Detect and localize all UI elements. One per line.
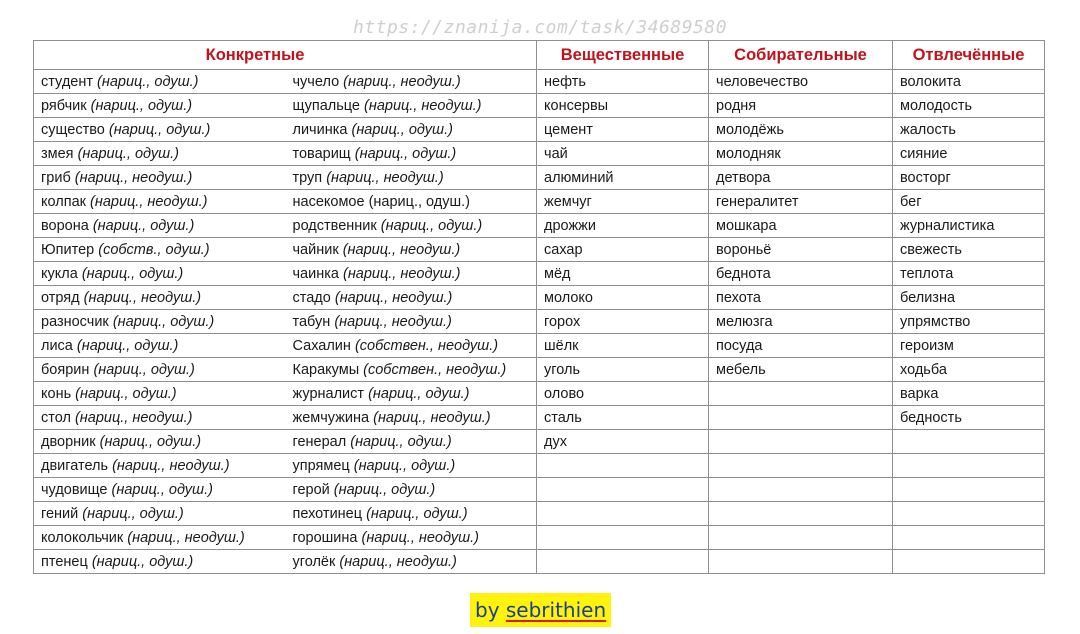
abstract-cell bbox=[893, 478, 1045, 502]
noun-note: (нариц., одуш.) bbox=[93, 361, 195, 378]
noun-note: (нариц., одуш.) bbox=[77, 145, 180, 162]
noun-note: (нариц., одуш.) bbox=[82, 505, 184, 522]
material-cell: олово bbox=[537, 382, 709, 406]
table-body bbox=[34, 70, 1045, 574]
abstract-cell bbox=[893, 454, 1045, 478]
noun-word: чудовище bbox=[41, 481, 108, 498]
concrete-cell-left bbox=[34, 454, 286, 478]
concrete-cell-right bbox=[286, 550, 537, 574]
material-cell: жемчуг bbox=[537, 190, 709, 214]
concrete-cell-left bbox=[34, 190, 286, 214]
noun-word: труп bbox=[292, 169, 323, 186]
table-row bbox=[34, 118, 1045, 142]
concrete-cell-left bbox=[34, 502, 286, 526]
table-row bbox=[34, 166, 1045, 190]
collective-cell: генералитет bbox=[709, 190, 893, 214]
concrete-cell-right bbox=[286, 118, 537, 142]
noun-note: (нариц., неодуш.) bbox=[364, 97, 482, 114]
material-cell: дрожжи bbox=[537, 214, 709, 238]
concrete-cell-right bbox=[286, 358, 537, 382]
concrete-cell-right bbox=[286, 478, 537, 502]
collective-cell: посуда bbox=[709, 334, 893, 358]
noun-word: стадо bbox=[292, 289, 331, 306]
noun-note: (собствен., неодуш.) bbox=[363, 361, 507, 378]
table-row bbox=[34, 214, 1045, 238]
noun-note: (нариц., неодуш.) bbox=[342, 265, 461, 282]
collective-cell bbox=[709, 478, 893, 502]
collective-cell: молодняк bbox=[709, 142, 893, 166]
noun-classification-table bbox=[33, 40, 1045, 574]
header-concrete: Конкретные bbox=[34, 41, 537, 70]
concrete-cell-left bbox=[34, 382, 286, 406]
header-abstract: Отвлечённые bbox=[893, 41, 1045, 70]
concrete-cell-left bbox=[34, 118, 286, 142]
collective-cell bbox=[709, 526, 893, 550]
table-row bbox=[34, 478, 1045, 502]
noun-word: чайник bbox=[292, 241, 339, 258]
collective-cell bbox=[709, 382, 893, 406]
table-row bbox=[34, 262, 1045, 286]
noun-word: Юпитер bbox=[41, 241, 95, 258]
noun-note: (нариц., одуш.) bbox=[108, 121, 211, 138]
noun-note: (нариц., одуш.) bbox=[112, 313, 215, 330]
noun-word: генерал bbox=[292, 433, 347, 450]
noun-note: (нариц., одуш.) bbox=[75, 385, 177, 402]
material-cell: молоко bbox=[537, 286, 709, 310]
noun-note: (нариц., неодуш.) bbox=[361, 529, 479, 546]
material-cell: цемент bbox=[537, 118, 709, 142]
abstract-cell: волокита bbox=[893, 70, 1045, 94]
noun-word: отряд bbox=[41, 289, 80, 306]
concrete-cell-right bbox=[286, 382, 537, 406]
noun-word: Сахалин bbox=[292, 337, 351, 354]
material-cell: консервы bbox=[537, 94, 709, 118]
noun-note: (нариц., неодуш.) bbox=[373, 409, 491, 426]
material-cell: горох bbox=[537, 310, 709, 334]
concrete-cell-left bbox=[34, 94, 286, 118]
noun-note: (нариц., одуш.) bbox=[92, 217, 195, 234]
noun-word: родственник bbox=[292, 217, 377, 234]
noun-word: щупальце bbox=[292, 97, 360, 114]
table-row bbox=[34, 406, 1045, 430]
noun-note: (собств., одуш.) bbox=[98, 241, 210, 258]
concrete-cell-right bbox=[286, 502, 537, 526]
concrete-cell-left bbox=[34, 430, 286, 454]
abstract-cell bbox=[893, 502, 1045, 526]
collective-cell bbox=[709, 550, 893, 574]
noun-word: дворник bbox=[41, 433, 96, 450]
concrete-cell-left bbox=[34, 406, 286, 430]
noun-note: (нариц., неодуш.) bbox=[112, 457, 230, 474]
concrete-cell-left bbox=[34, 526, 286, 550]
header-collective: Собирательные bbox=[709, 41, 893, 70]
noun-word: Каракумы bbox=[292, 361, 360, 378]
abstract-cell: бедность bbox=[893, 406, 1045, 430]
abstract-cell: жалость bbox=[893, 118, 1045, 142]
abstract-cell: упрямство bbox=[893, 310, 1045, 334]
concrete-cell-right bbox=[286, 430, 537, 454]
collective-cell: мебель bbox=[709, 358, 893, 382]
noun-note: (нариц., неодуш.) bbox=[334, 313, 452, 330]
abstract-cell: белизна bbox=[893, 286, 1045, 310]
noun-note: (нариц., неодуш.) bbox=[74, 409, 193, 426]
concrete-cell-right bbox=[286, 334, 537, 358]
collective-cell: детвора bbox=[709, 166, 893, 190]
noun-word: чучело bbox=[292, 73, 340, 90]
noun-note: (собствен., неодуш.) bbox=[354, 337, 499, 354]
concrete-cell-right bbox=[286, 94, 537, 118]
material-cell bbox=[537, 550, 709, 574]
noun-note: (нариц., неодуш.) bbox=[343, 73, 461, 90]
concrete-cell-left bbox=[34, 310, 286, 334]
material-cell: уголь bbox=[537, 358, 709, 382]
noun-word: ворона bbox=[41, 217, 89, 234]
noun-note: (нариц., одуш.) bbox=[350, 433, 452, 450]
concrete-cell-left bbox=[34, 478, 286, 502]
material-cell: сахар bbox=[537, 238, 709, 262]
table-row bbox=[34, 526, 1045, 550]
collective-cell bbox=[709, 430, 893, 454]
noun-word: жемчужина bbox=[292, 409, 370, 426]
noun-note: (нариц., неодуш.) bbox=[334, 289, 453, 306]
abstract-cell: бег bbox=[893, 190, 1045, 214]
table-row bbox=[34, 142, 1045, 166]
noun-word: уголёк bbox=[292, 553, 336, 570]
noun-word: разносчик bbox=[41, 313, 109, 330]
material-cell: шёлк bbox=[537, 334, 709, 358]
concrete-cell-left bbox=[34, 262, 286, 286]
signature-name: sebrithien bbox=[505, 598, 607, 622]
table-row bbox=[34, 286, 1045, 310]
collective-cell bbox=[709, 454, 893, 478]
noun-note: (нариц., одуш.) bbox=[81, 265, 184, 282]
table-row bbox=[34, 550, 1045, 574]
collective-cell: человечество bbox=[709, 70, 893, 94]
material-cell: алюминий bbox=[537, 166, 709, 190]
table-row bbox=[34, 358, 1045, 382]
table-row bbox=[34, 382, 1045, 406]
author-signature bbox=[470, 593, 611, 627]
noun-word: пехотинец bbox=[292, 505, 363, 522]
concrete-cell-right bbox=[286, 262, 537, 286]
noun-note: (нариц., одуш.) bbox=[354, 145, 457, 162]
header-row bbox=[34, 41, 1045, 70]
concrete-cell-right bbox=[286, 286, 537, 310]
noun-note: (нариц., одуш.) bbox=[366, 505, 468, 522]
noun-word: табун bbox=[292, 313, 331, 330]
abstract-cell: ходьба bbox=[893, 358, 1045, 382]
noun-word: кукла bbox=[41, 265, 78, 282]
table-row bbox=[34, 454, 1045, 478]
noun-note: (нариц., одуш.) bbox=[90, 97, 193, 114]
collective-cell: молодёжь bbox=[709, 118, 893, 142]
noun-word: насекомое (нариц., одуш.) bbox=[292, 193, 470, 210]
noun-word: рябчик bbox=[41, 97, 87, 114]
noun-note: (нариц., одуш.) bbox=[368, 385, 470, 402]
material-cell bbox=[537, 478, 709, 502]
concrete-cell-right bbox=[286, 70, 537, 94]
noun-word: гриб bbox=[41, 169, 71, 186]
concrete-cell-right bbox=[286, 310, 537, 334]
noun-note: (нариц., одуш.) bbox=[97, 73, 199, 90]
abstract-cell bbox=[893, 550, 1045, 574]
noun-note: (нариц., одуш.) bbox=[111, 481, 213, 498]
noun-word: гений bbox=[41, 505, 79, 522]
table-row bbox=[34, 310, 1045, 334]
noun-word: личинка bbox=[292, 121, 348, 138]
concrete-cell-right bbox=[286, 214, 537, 238]
noun-word: лиса bbox=[41, 337, 73, 354]
material-cell bbox=[537, 526, 709, 550]
material-cell: сталь bbox=[537, 406, 709, 430]
abstract-cell: журналистика bbox=[893, 214, 1045, 238]
concrete-cell-right bbox=[286, 406, 537, 430]
noun-word: упрямец bbox=[292, 457, 350, 474]
concrete-cell-left bbox=[34, 166, 286, 190]
collective-cell bbox=[709, 502, 893, 526]
table-row bbox=[34, 70, 1045, 94]
noun-note: (нариц., одуш.) bbox=[99, 433, 202, 450]
collective-cell: мошкара bbox=[709, 214, 893, 238]
table-row bbox=[34, 502, 1045, 526]
noun-word: птенец bbox=[41, 553, 88, 570]
watermark: https://znanija.com/task/34689580 bbox=[352, 17, 728, 38]
noun-note: (нариц., одуш.) bbox=[351, 121, 453, 138]
abstract-cell bbox=[893, 430, 1045, 454]
collective-cell bbox=[709, 406, 893, 430]
abstract-cell: героизм bbox=[893, 334, 1045, 358]
material-cell: мёд bbox=[537, 262, 709, 286]
material-cell: нефть bbox=[537, 70, 709, 94]
noun-note: (нариц., неодуш.) bbox=[83, 289, 202, 306]
concrete-cell-right bbox=[286, 526, 537, 550]
noun-note: (нариц., одуш.) bbox=[91, 553, 194, 570]
concrete-cell-left bbox=[34, 214, 286, 238]
noun-word: журналист bbox=[292, 385, 365, 402]
concrete-cell-left bbox=[34, 358, 286, 382]
noun-word: герой bbox=[292, 481, 330, 498]
abstract-cell: варка bbox=[893, 382, 1045, 406]
noun-note: (нариц., одуш.) bbox=[353, 457, 456, 474]
noun-note: (нариц., неодуш.) bbox=[90, 193, 208, 210]
concrete-cell-left bbox=[34, 70, 286, 94]
noun-word: существо bbox=[41, 121, 105, 138]
material-cell bbox=[537, 454, 709, 478]
noun-word: колокольчик bbox=[41, 529, 124, 546]
concrete-cell-left bbox=[34, 334, 286, 358]
noun-note: (нариц., неодуш.) bbox=[74, 169, 193, 186]
noun-note: (нариц., неодуш.) bbox=[342, 241, 461, 258]
table-row bbox=[34, 430, 1045, 454]
concrete-cell-right bbox=[286, 238, 537, 262]
table-row bbox=[34, 190, 1045, 214]
collective-cell: вороньё bbox=[709, 238, 893, 262]
noun-note: (нариц., одуш.) bbox=[76, 337, 179, 354]
concrete-cell-right bbox=[286, 454, 537, 478]
noun-note: (нариц., одуш.) bbox=[380, 217, 483, 234]
collective-cell: родня bbox=[709, 94, 893, 118]
noun-note: (нариц., одуш.) bbox=[333, 481, 436, 498]
noun-word: колпак bbox=[41, 193, 86, 210]
concrete-cell-right bbox=[286, 142, 537, 166]
concrete-cell-left bbox=[34, 238, 286, 262]
collective-cell: мелюзга bbox=[709, 310, 893, 334]
abstract-cell: восторг bbox=[893, 166, 1045, 190]
noun-note: (нариц., неодуш.) bbox=[339, 553, 457, 570]
abstract-cell: молодость bbox=[893, 94, 1045, 118]
concrete-cell-left bbox=[34, 286, 286, 310]
noun-word: горошина bbox=[292, 529, 358, 546]
material-cell bbox=[537, 502, 709, 526]
noun-word: змея bbox=[41, 145, 74, 162]
abstract-cell: свежесть bbox=[893, 238, 1045, 262]
table-row bbox=[34, 334, 1045, 358]
noun-word: стол bbox=[41, 409, 71, 426]
abstract-cell: сияние bbox=[893, 142, 1045, 166]
noun-word: студент bbox=[41, 73, 93, 90]
abstract-cell bbox=[893, 526, 1045, 550]
collective-cell: беднота bbox=[709, 262, 893, 286]
concrete-cell-left bbox=[34, 550, 286, 574]
signature-prefix: by bbox=[475, 598, 500, 622]
abstract-cell: теплота bbox=[893, 262, 1045, 286]
material-cell: дух bbox=[537, 430, 709, 454]
header-material: Вещественные bbox=[537, 41, 709, 70]
concrete-cell-right bbox=[286, 166, 537, 190]
noun-word: конь bbox=[41, 385, 72, 402]
collective-cell: пехота bbox=[709, 286, 893, 310]
noun-note: (нариц., неодуш.) bbox=[127, 529, 245, 546]
noun-word: чаинка bbox=[292, 265, 339, 282]
noun-word: двигатель bbox=[41, 457, 109, 474]
material-cell: чай bbox=[537, 142, 709, 166]
noun-word: боярин bbox=[41, 361, 90, 378]
table-row bbox=[34, 94, 1045, 118]
concrete-cell-right bbox=[286, 190, 537, 214]
concrete-cell-left bbox=[34, 142, 286, 166]
noun-word: товарищ bbox=[292, 145, 351, 162]
table-row bbox=[34, 238, 1045, 262]
noun-note: (нариц., неодуш.) bbox=[326, 169, 444, 186]
